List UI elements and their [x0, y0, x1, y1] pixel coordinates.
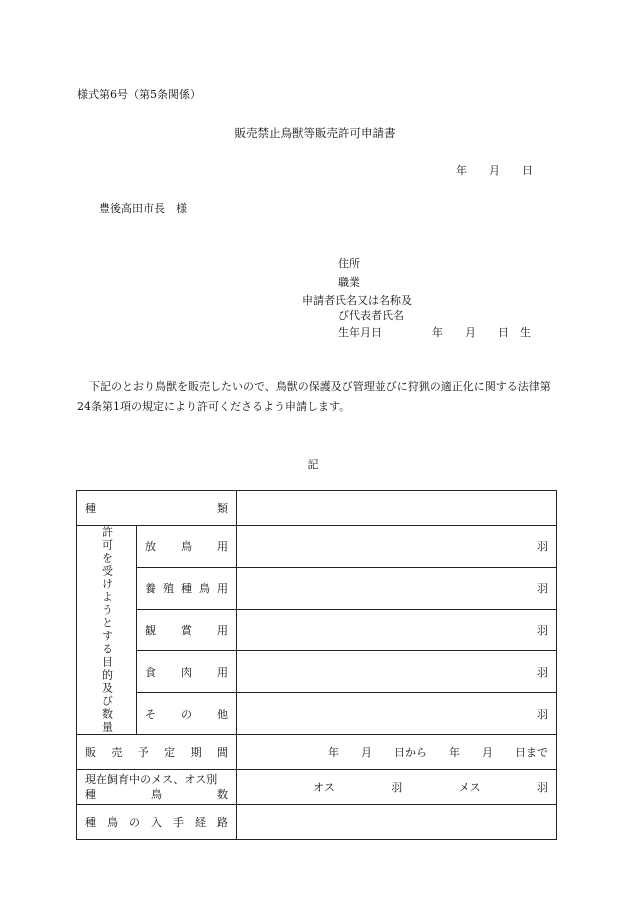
purpose-value-cell[interactable]: 羽 — [237, 567, 557, 609]
application-statement: 下記のとおり鳥獣を販売したいので、鳥獣の保護及び管理並びに狩猟の適正化に関する法律第24条第1項の規定により許可くださるよう申請します。 — [77, 380, 551, 413]
purpose-value-cell[interactable]: 羽 — [237, 693, 557, 735]
purpose-label-cell: 食 肉 用 — [137, 651, 237, 693]
type-label-cell: 種 類 — [77, 491, 237, 526]
female-unit: 羽 — [536, 781, 548, 794]
document-title: 販売禁止鳥獣等販売許可申請書 — [234, 126, 396, 140]
source-value-cell[interactable] — [237, 805, 557, 840]
period-value-cell[interactable]: 年 月 日から 年 月 日まで — [237, 735, 557, 770]
table-row — [77, 491, 557, 526]
applicant-name-label: 申請者氏名又は名称及 — [302, 294, 412, 307]
purpose-group-cell — [77, 526, 137, 735]
table-row — [77, 770, 557, 805]
table-row — [77, 735, 557, 770]
table-row — [77, 693, 557, 735]
male-unit: 羽 — [391, 781, 403, 794]
purpose-label-cell: 養 殖 種 鳥 用 — [137, 567, 237, 609]
table-row — [77, 805, 557, 840]
breeding-value-cell[interactable] — [237, 770, 557, 805]
purpose-group-label: 許可を受けようとする目的及び数量 — [100, 526, 114, 734]
purpose-label-cell: 観 賞 用 — [137, 609, 237, 651]
purpose-value-cell[interactable]: 羽 — [237, 651, 557, 693]
female-label: メス — [458, 781, 481, 794]
period-label-cell: 販 売 予 定 期 間 — [77, 735, 237, 770]
male-label: オス — [313, 781, 335, 794]
table-row — [77, 651, 557, 693]
birth-date-units: 年 月 日 生 — [432, 326, 531, 339]
occupation-label: 職業 — [338, 276, 360, 289]
type-value-cell[interactable] — [237, 491, 557, 526]
purpose-label-cell: 放 鳥 用 — [137, 526, 237, 568]
purpose-value-cell[interactable]: 羽 — [237, 609, 557, 651]
birth-date-label: 生年月日 — [338, 326, 382, 339]
table-row — [77, 526, 557, 568]
ki-heading: 記 — [307, 458, 319, 471]
purpose-label-cell: そ の 他 — [137, 693, 237, 735]
table-row — [77, 609, 557, 651]
form-number: 様式第6号（第5条関係） — [77, 88, 201, 101]
table-row — [77, 567, 557, 609]
source-label-cell: 種 鳥 の 入 手 経 路 — [77, 805, 237, 840]
address-label: 住所 — [338, 257, 360, 270]
breeding-label-cell: 現在飼育中のメス、オス別 種 鳥 数 — [77, 770, 237, 805]
addressee: 豊後高田市長 様 — [99, 202, 187, 215]
application-table — [76, 490, 557, 840]
application-date: 年 月 日 — [456, 164, 533, 177]
purpose-value-cell[interactable]: 羽 — [237, 526, 557, 568]
representative-name-label: び代表者氏名 — [338, 309, 404, 322]
